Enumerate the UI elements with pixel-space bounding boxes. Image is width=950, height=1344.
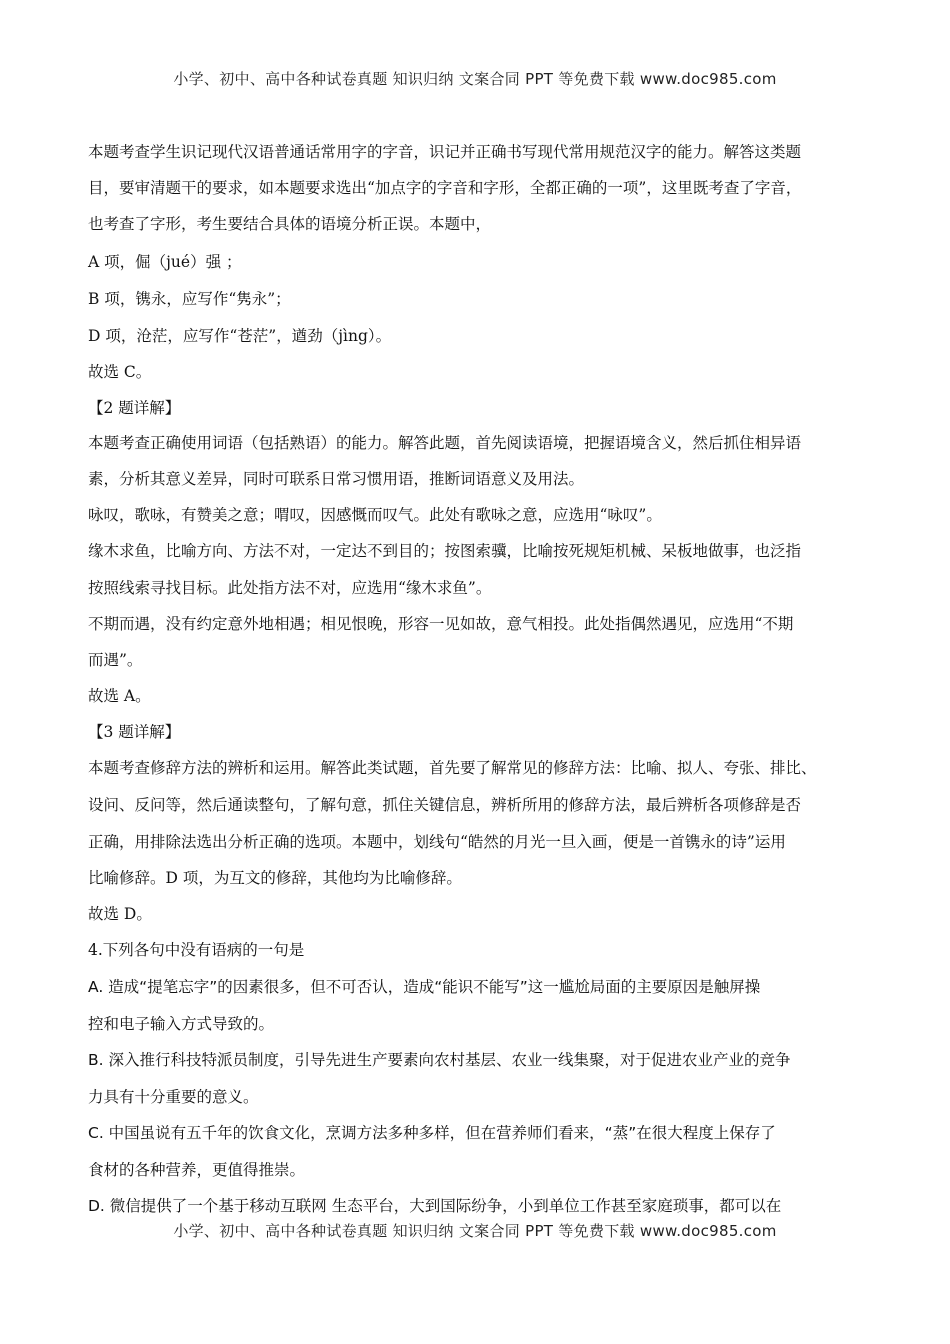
text-line: 素，分析其意义差异，同时可联系日常习惯用语，推断词语意义及用法。 [88, 470, 585, 488]
option-d: D. 微信提供了一个基于移动互联网 生态平台，大到国际纷争，小到单位工作甚至家庭琐事，都可以在 [88, 1197, 782, 1215]
text-line: 比喻修辞。D 项，为互文的修辞，其他均为比喻修辞。 [88, 869, 462, 887]
section-heading: 【2 题详解】 [88, 399, 181, 417]
text-line: 设问、反问等，然后通读整句，了解句意，抓住关键信息，辨析所用的修辞方法，最后辨析各项修辞是否 [88, 796, 802, 814]
text-line: B 项，镌永，应写作“隽永”； [88, 290, 291, 308]
text-line: 正确，用排除法选出分析正确的选项。本题中，划线句“皓然的月光一旦入画，便是一首镌永的诗”运用 [88, 833, 786, 851]
page-footer: 小学、初中、高中各种试卷真题 知识归纳 文案合同 PPT 等免费下载 www.doc985.com [173, 1222, 777, 1240]
text-line: 控和电子输入方式导致的。 [88, 1015, 275, 1033]
text-line: 而遇”。 [88, 651, 143, 669]
text-line: 故选 A。 [88, 687, 151, 705]
text-line: D 项，沧茫，应写作“苍茫”，遒劲（jìng）。 [88, 327, 392, 345]
option-b: B. 深入推行科技特派员制度，引导先进生产要素向农村基层、农业一线集聚，对于促进农业产业的竞争 [88, 1051, 791, 1069]
option-a: A. 造成“提笔忘字”的因素很多，但不可否认，造成“能识不能写”这一尴尬局面的主要原因是触屏操 [88, 978, 761, 996]
text-line: A 项，倔（jué）强 ； [88, 253, 242, 271]
text-line: 不期而遇，没有约定意外地相遇；相见恨晚，形容一见如故，意气相投。此处指偶然遇见，应选用“不期 [88, 615, 794, 633]
option-c: C. 中国虽说有五千年的饮食文化，烹调方法多种多样，但在营养师们看来，“蒸”在很大程度上保存了 [88, 1124, 776, 1142]
text-line: 缘木求鱼，比喻方向、方法不对，一定达不到目的；按图索骥，比喻按死规矩机械、呆板地做事，也泛指 [88, 542, 802, 560]
text-line: 本题考查学生识记现代汉语普通话常用字的字音，识记并正确书写现代常用规范汉字的能力。解答这类题 [88, 143, 802, 161]
text-line: 故选 C。 [88, 363, 152, 381]
text-line: 力具有十分重要的意义。 [88, 1088, 259, 1106]
text-line: 也考查了字形，考生要结合具体的语境分析正误。本题中， [88, 215, 492, 233]
page-header: 小学、初中、高中各种试卷真题 知识归纳 文案合同 PPT 等免费下载 www.doc985.com [173, 70, 777, 88]
question-stem: 4.下列各句中没有语病的一句是 [88, 941, 305, 959]
section-heading: 【3 题详解】 [88, 723, 181, 741]
text-line: 本题考查修辞方法的辨析和运用。解答此类试题，首先要了解常见的修辞方法：比喻、拟人、夸张、排比、 [88, 759, 817, 777]
text-line: 本题考查正确使用词语（包括熟语）的能力。解答此题，首先阅读语境，把握语境含义，然后抓住相异语 [88, 434, 802, 452]
text-line: 食材的各种营养，更值得推崇。 [88, 1161, 306, 1179]
text-line: 按照线索寻找目标。此处指方法不对，应选用“缘木求鱼”。 [88, 579, 492, 597]
text-line: 咏叹，歌咏，有赞美之意；喟叹，因感慨而叹气。此处有歌咏之意，应选用“咏叹”。 [88, 506, 662, 524]
text-line: 故选 D。 [88, 905, 152, 923]
text-line: 目，要审清题干的要求，如本题要求选出“加点字的字音和字形，全都正确的一项”，这里既考查了字音， [88, 179, 802, 197]
